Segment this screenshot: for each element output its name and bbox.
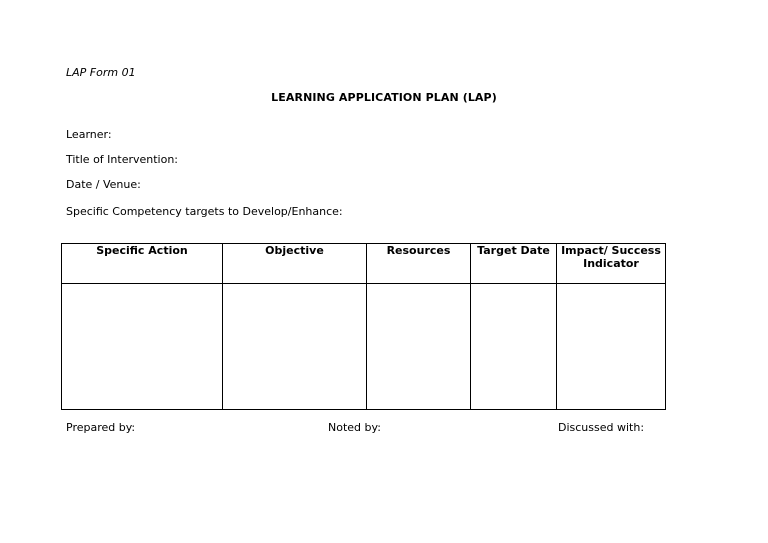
noted-by-label: Noted by:: [328, 421, 381, 434]
intervention-title-label: Title of Intervention:: [66, 153, 179, 166]
cell-impact-indicator[interactable]: [557, 284, 666, 410]
prepared-by-label: Prepared by:: [66, 421, 136, 434]
header-specific-action: Specific Action: [62, 244, 223, 284]
cell-objective[interactable]: [223, 284, 367, 410]
cell-specific-action[interactable]: [62, 284, 223, 410]
action-plan-table: [61, 243, 666, 410]
table-row: [62, 284, 666, 410]
cell-resources[interactable]: [367, 284, 471, 410]
learner-label: Learner:: [66, 128, 112, 141]
header-target-date: Target Date: [471, 244, 557, 284]
header-objective: Objective: [223, 244, 367, 284]
header-resources: Resources: [367, 244, 471, 284]
table-header-row: [62, 244, 666, 284]
header-impact-indicator: Impact/ Success Indicator: [557, 244, 666, 284]
date-venue-label: Date / Venue:: [66, 178, 141, 191]
discussed-with-label: Discussed with:: [558, 421, 645, 434]
cell-target-date[interactable]: [471, 284, 557, 410]
form-id: LAP Form 01: [66, 66, 136, 79]
document-title: LEARNING APPLICATION PLAN (LAP): [271, 91, 497, 104]
competency-targets-label: Specific Competency targets to Develop/Enhance:: [66, 205, 343, 218]
